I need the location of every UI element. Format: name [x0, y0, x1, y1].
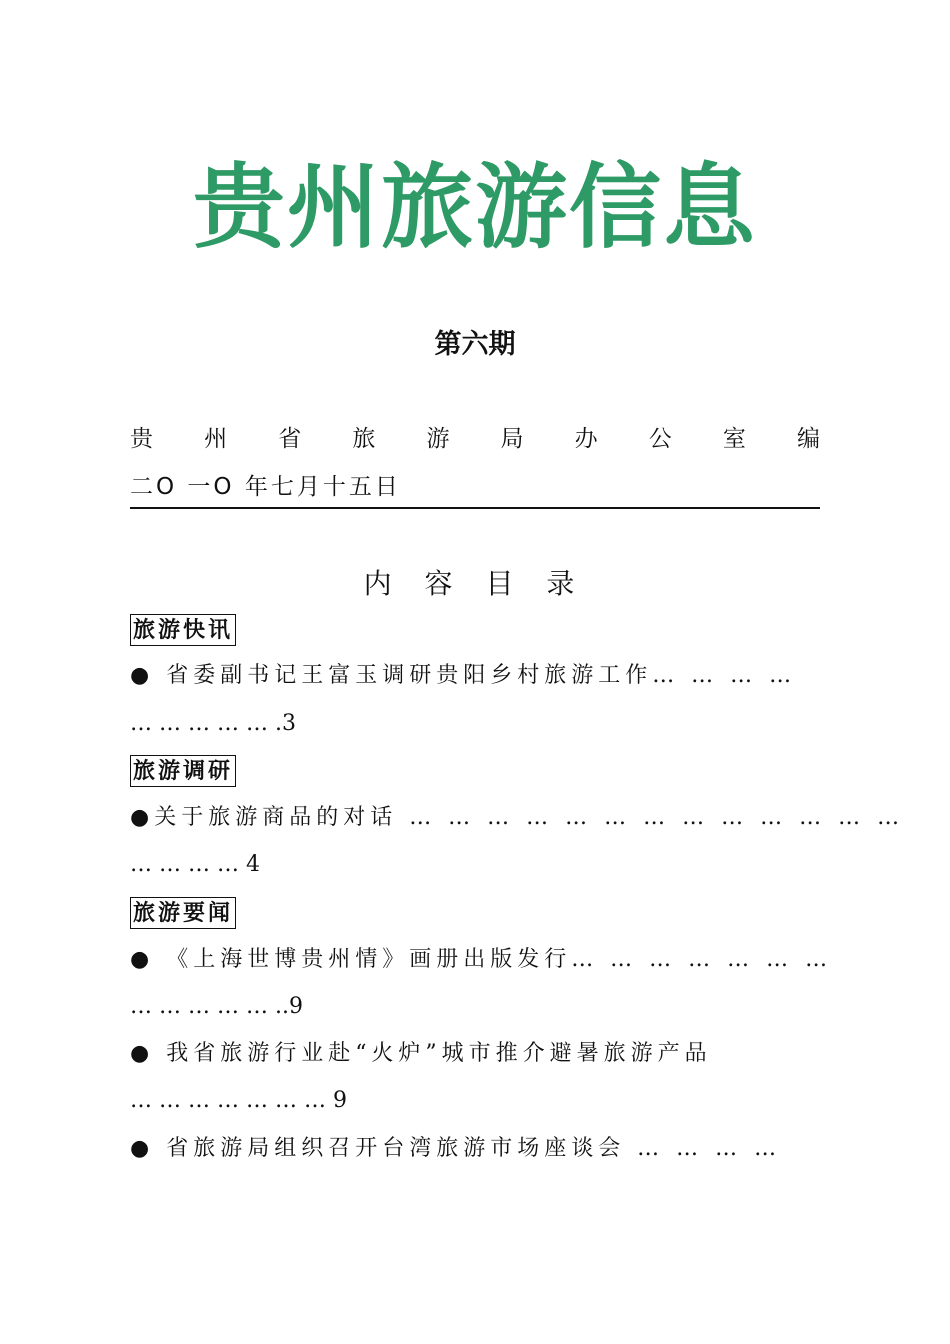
- toc-entry-continuation[interactable]: … … … … … ..9: [130, 994, 303, 1019]
- toc-section-label: 旅游快讯: [130, 614, 236, 646]
- toc-entry[interactable]: ● 《上海世博贵州情》画册出版发行… … … … … … …: [130, 947, 833, 972]
- toc-entry[interactable]: ● 省旅游局组织召开台湾旅游市场座谈会 … … … …: [130, 1136, 782, 1161]
- header-divider: [130, 507, 820, 509]
- editor-char: 编: [796, 426, 820, 452]
- toc-entry[interactable]: ●关于旅游商品的对话 … … … … … … … … … … … … …: [130, 805, 905, 830]
- toc-section-label: 旅游调研: [130, 755, 236, 787]
- editor-char: 州: [204, 426, 228, 452]
- editor-char: 省: [278, 426, 302, 452]
- toc-heading: 内 容 目 录: [363, 567, 587, 600]
- issue-number: 第六期: [434, 329, 516, 360]
- editor-char: 局: [500, 426, 524, 452]
- publication-title: 贵州旅游信息: [192, 154, 757, 261]
- toc-entry[interactable]: ● 我省旅游行业赴“火炉”城市推介避暑旅游产品: [130, 1041, 712, 1066]
- editor-char: 公: [648, 426, 672, 452]
- toc-entry-continuation[interactable]: … … … … … … … 9: [130, 1088, 347, 1113]
- toc-entry[interactable]: ● 省委副书记王富玉调研贵阳乡村旅游工作… … … …: [130, 663, 797, 688]
- toc-section-label: 旅游要闻: [130, 897, 236, 929]
- issue-date: 二O 一O 年七月十五日: [130, 474, 401, 500]
- editor-line: [130, 420, 820, 456]
- editor-char: 旅: [352, 426, 376, 452]
- editor-char: 办: [574, 426, 598, 452]
- editor-char: 游: [426, 426, 450, 452]
- editor-char: 贵: [130, 426, 153, 452]
- editor-char: 室: [722, 426, 746, 452]
- toc-entry-continuation[interactable]: … … … … 4: [130, 852, 260, 877]
- toc-entry-continuation[interactable]: … … … … … .3: [130, 711, 296, 736]
